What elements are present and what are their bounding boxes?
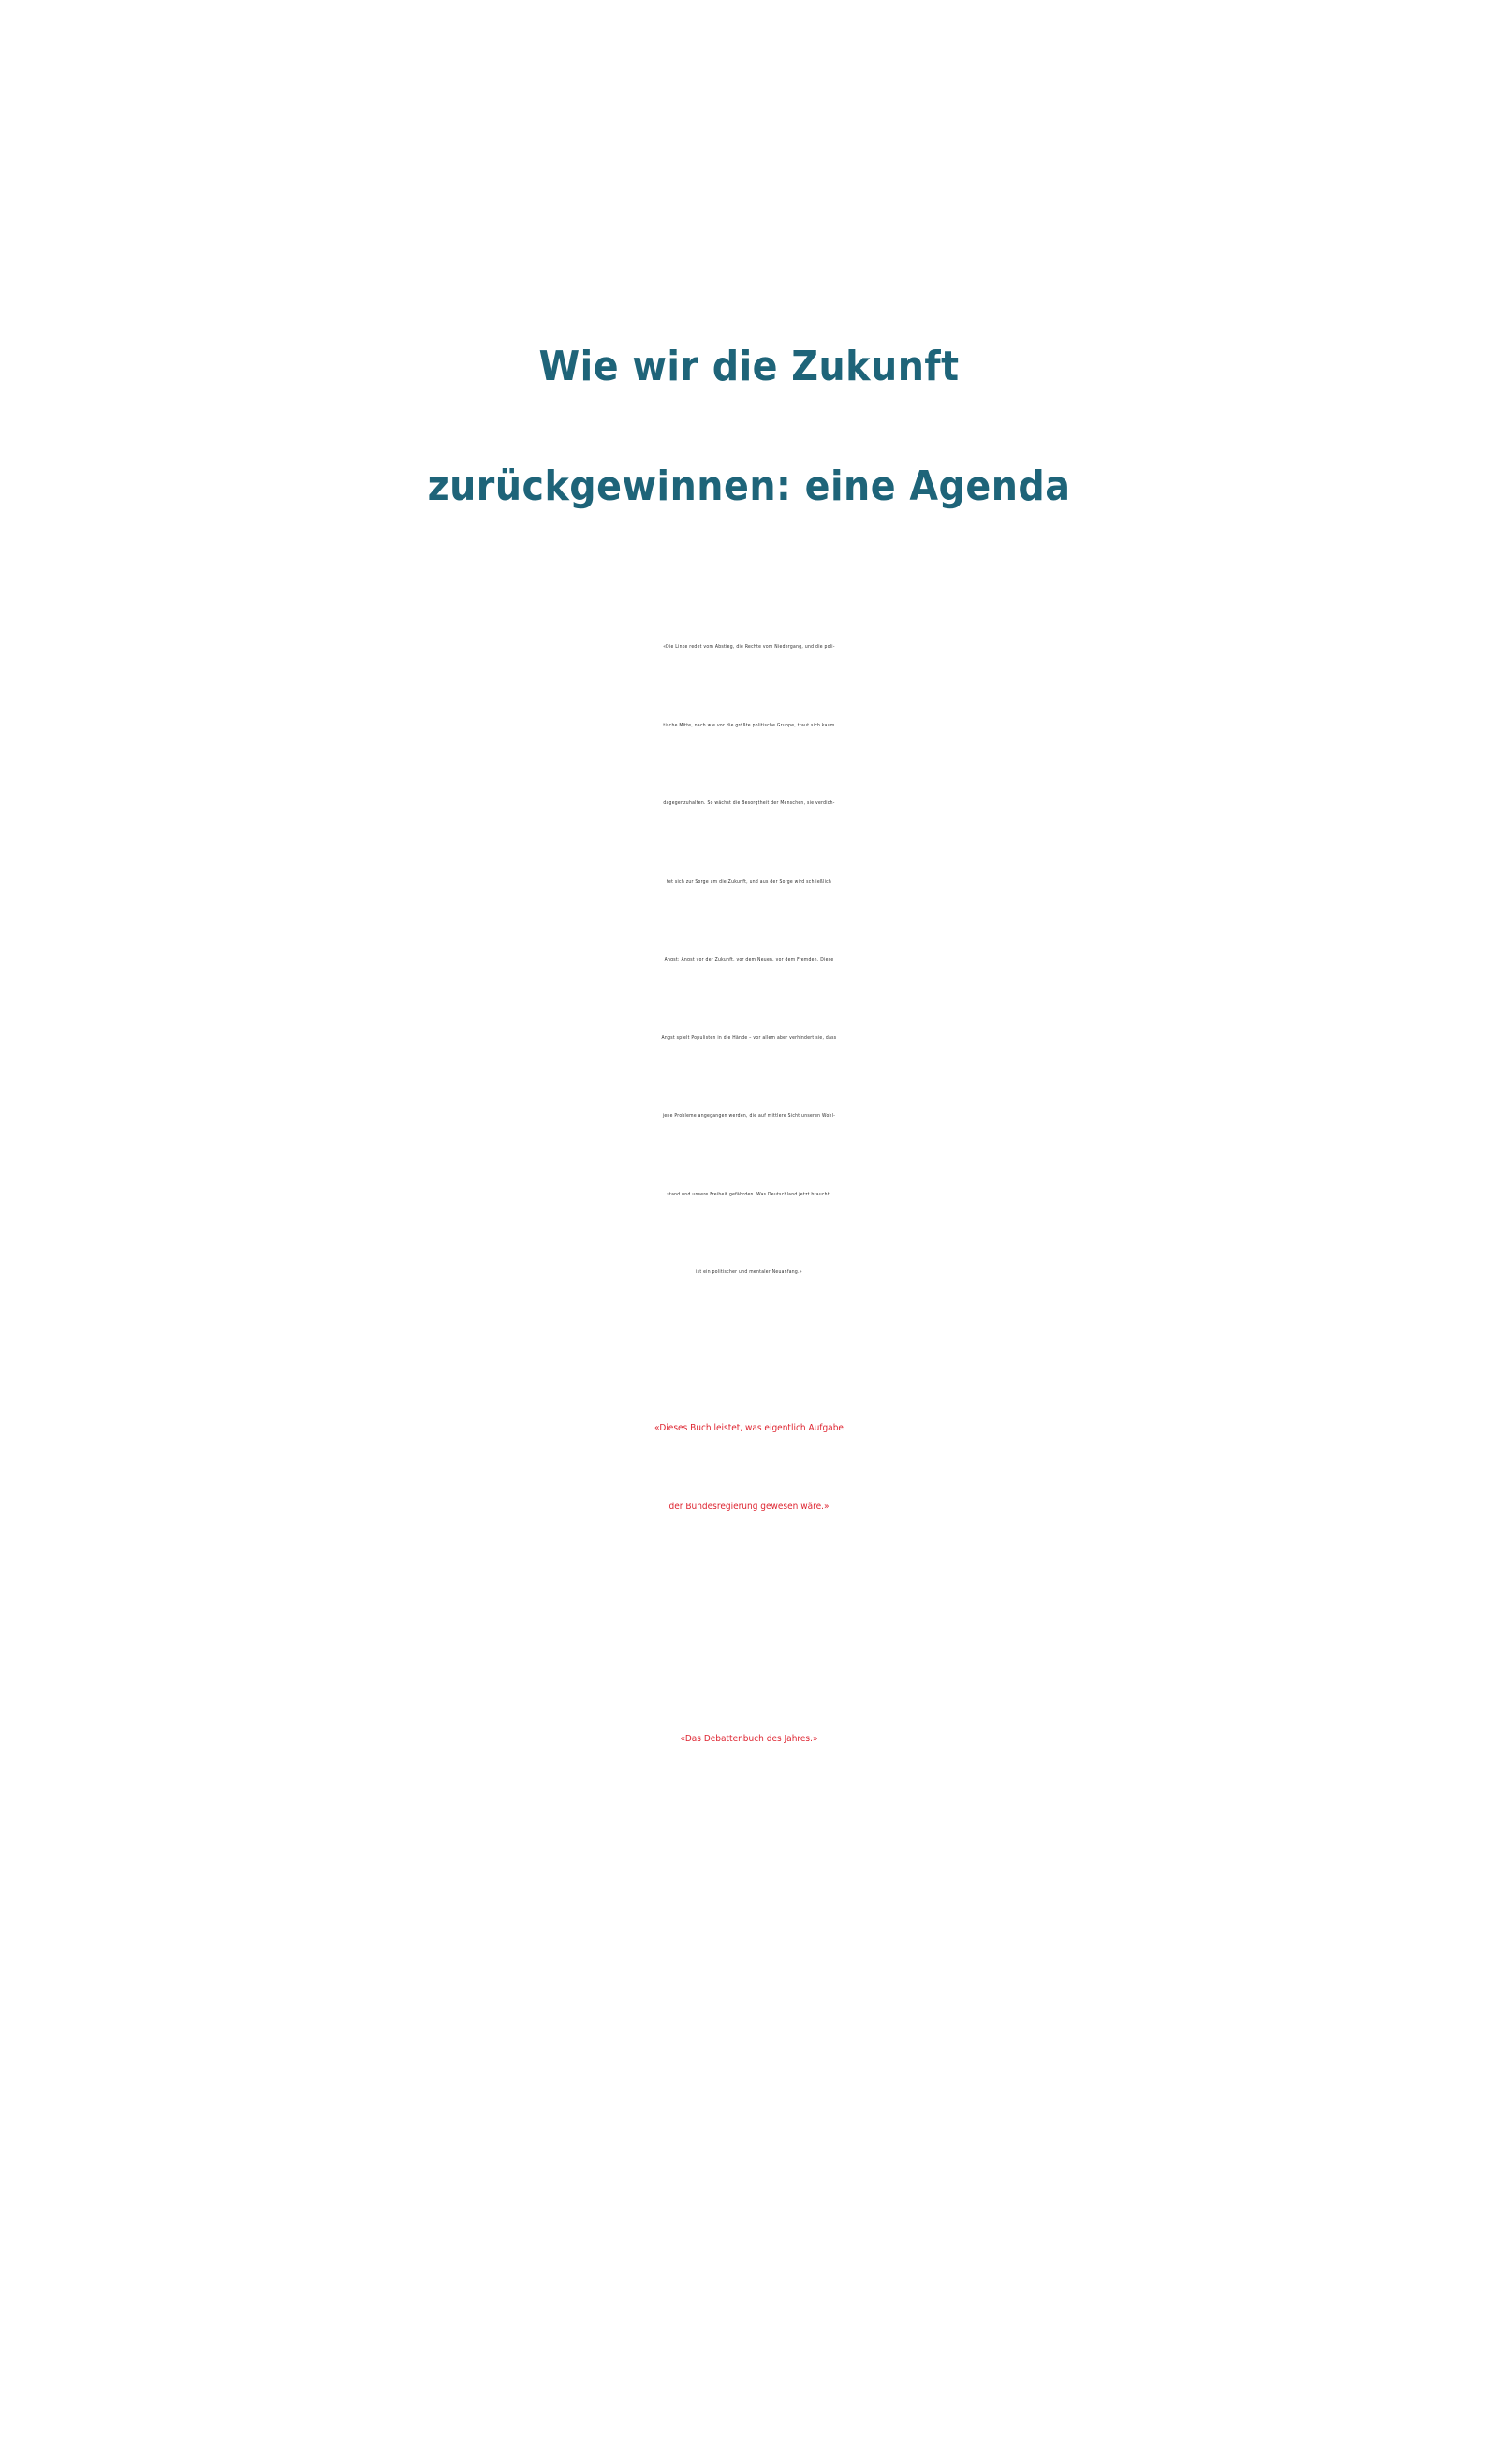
blurb-line: Angst spielt Populisten in die Hände – vor allem aber verhindert sie, dass — [661, 1034, 837, 1041]
review-quote-line: «Das Debattenbuch des Jahres.» — [680, 1734, 818, 1744]
blurb-line: tische Mitte, nach wie vor die größte politische Gruppe, traut sich kaum — [663, 722, 835, 728]
review-quote-spiegel — [0, 1389, 1498, 1547]
blurb-quote — [0, 609, 1498, 1313]
review-quote-line: der Bundesregierung gewesen wäre.» — [668, 1502, 830, 1512]
blurb-line: «Die Linke redet vom Abstieg, die Rechte vom Niedergang, und die poli- — [663, 644, 835, 650]
review-quote-line: «Dieses Buch leistet, was eigentlich Aufgabe — [654, 1423, 844, 1433]
title-line: zurückgewinnen: eine Agenda — [427, 462, 1071, 511]
page-title — [0, 307, 1498, 547]
review-quote-welt — [0, 1700, 1498, 1779]
blurb-line: jene Probleme angegangen werden, die auf mittlere Sicht unseren Wohl- — [662, 1113, 836, 1119]
title-line: Wie wir die Zukunft — [538, 343, 960, 391]
blurb-line: Angst: Angst vor der Zukunft, vor dem Neuen, vor dem Fremden. Diese — [664, 957, 834, 962]
review-source-welt — [0, 1816, 1498, 1863]
blurb-line: dagegenzuhalten. So wächst die Besorgtheit der Menschen, sie verdich- — [663, 800, 835, 806]
blurb-line: tet sich zur Sorge um die Zukunft, und aus der Sorge wird schließlich — [666, 878, 832, 885]
review-source-spiegel — [0, 1580, 1498, 1627]
blurb-line: ist ein politischer und mentaler Neuanfang.» — [696, 1269, 802, 1275]
blurb-line: stand und unsere Freiheit gefährden. Was Deutschland jetzt braucht, — [667, 1191, 831, 1197]
